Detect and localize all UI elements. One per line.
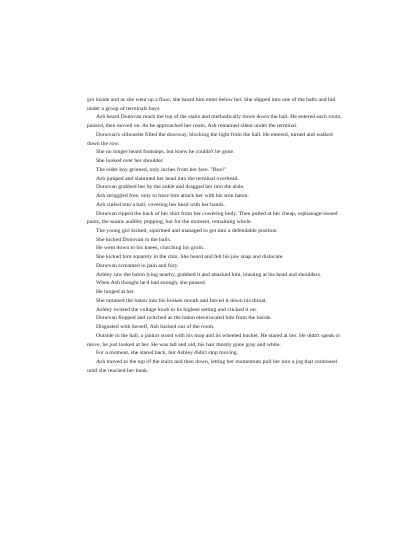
paragraph: She looked over her shoulder.: [96, 158, 164, 165]
paragraph: Ash struggled free, only to have him attack her with his stun baton.: [96, 193, 249, 200]
paragraph: For a moment, she stared back, but Ashley didn't stop moving.: [96, 350, 239, 357]
paragraph: got inside and as she went up a floor, she heard him enter below her. She slipped into one of the halls and hid under a group of terminals bays.: [87, 97, 336, 112]
body-text: [87, 96, 343, 376]
paragraph: Donovan ripped the back of her shirt from her cowering body. Then pulled at her cheap, orphanage-issued pants, the seams audibly popping, but for the moment, remaining whole.: [87, 210, 338, 226]
paragraph: She no longer heard footsteps, but knew he couldn't be gone.: [96, 149, 235, 156]
paragraph: Ash curled into a ball, covering her head with her hands.: [96, 201, 225, 208]
paragraph: He went down to his knees, clutching his groin.: [96, 245, 205, 252]
paragraph: She kicked him squarely in the chin. She heard and felt his jaw snap and dislocate.: [96, 254, 284, 261]
paragraph: The older boy grinned, only inches from her face. "Boo!": [96, 166, 227, 173]
paragraph: Donovan grabbed her by the ankle and dragged her into the aisle.: [96, 184, 245, 191]
paragraph: Ashley twisted the voltage knob to its highest setting and clicked it on.: [96, 306, 257, 313]
paragraph: Donovan's silhouette filled the doorway, blocking the light from the hall. He entered, turned and walked down the row.: [87, 131, 333, 147]
paragraph: Ash heard Donovan reach the top of the stairs and methodically move down the hall. He entered each room, paused, then moved on. As he approached her room, Ash remained silent under the terminal.: [87, 114, 342, 130]
paragraph: She kicked Donovan in the balls.: [96, 236, 172, 243]
paragraph: Donovan screamed in pain and fury.: [96, 262, 179, 269]
paragraph: She rammed the baton into his broken mouth and forced it down his throat.: [96, 297, 267, 304]
paragraph: Donovan flopped and twitched as the baton electrocuted him from the inside.: [96, 315, 272, 322]
paragraph: Outside in the hall, a janitor stood with his mop and its wheeled bucket. He stared at her. He didn't speak or move, he just looked at her. He was tall and old, his hair mostly gone gray and white.: [87, 332, 341, 348]
paragraph: He lunged at her.: [96, 289, 135, 296]
paragraph: The young girl kicked, squirmed and managed to get into a defendable position.: [96, 228, 278, 235]
paragraph: Ash moved to the top of the stairs and then down, letting her momentum pull her into a jog that continued until she reached her bunk.: [87, 359, 337, 374]
paragraph: When Ash thought he'd had enough, she paused.: [96, 280, 207, 287]
paragraph: Ash jumped and slammed her head into the terminal overhead.: [96, 175, 239, 182]
paragraph: Ashley saw the baton lying nearby, grabbed it and attacked him, blasting at his head and shoulders.: [96, 271, 322, 278]
paragraph: Disgusted with herself, Ash backed out of the room.: [96, 324, 215, 331]
